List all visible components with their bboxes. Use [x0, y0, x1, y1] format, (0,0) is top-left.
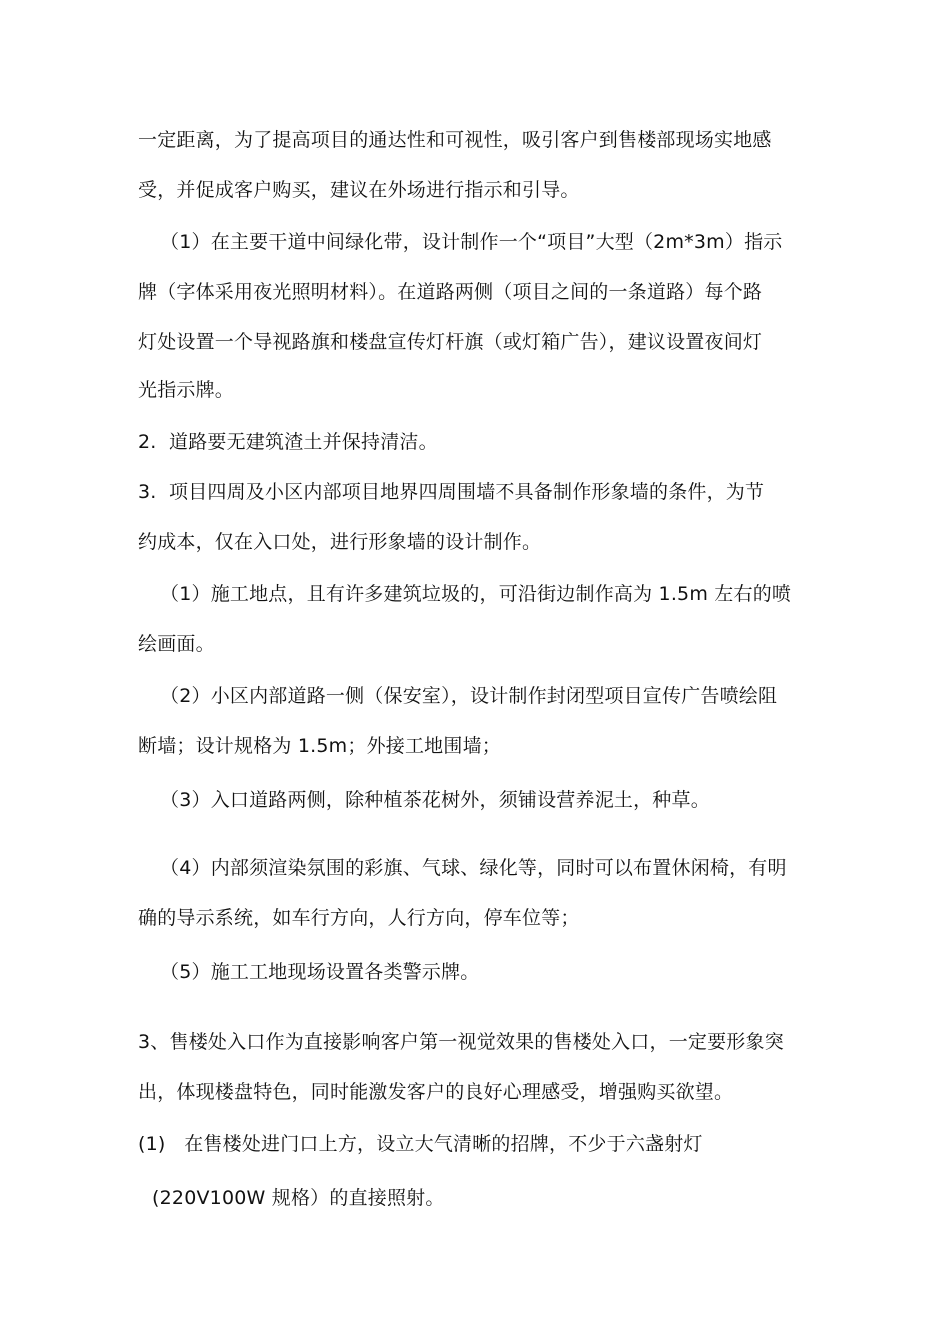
text-line: 确的导示系统，如车行方向，人行方向，停车位等；: [138, 907, 580, 929]
text-line: 绘画面。: [138, 633, 215, 655]
text-line: 牌（字体采用夜光照明材料）。在道路两侧（项目之间的一条道路）每个路: [138, 281, 763, 303]
text-line: (220V100W 规格）的直接照射。: [152, 1187, 445, 1209]
text-line: （4）内部须渲染氛围的彩旗、气球、绿化等，同时可以布置休闲椅，有明: [160, 857, 787, 879]
text-line: （5）施工工地现场设置各类警示牌。: [160, 961, 480, 983]
text-line: 出，体现楼盘特色，同时能激发客户的良好心理感受，增强购买欲望。: [138, 1081, 734, 1103]
text-line: （2）小区内部道路一侧（保安室），设计制作封闭型项目宣传广告喷绘阻: [160, 685, 778, 707]
text-line: （1）施工地点，且有许多建筑垃圾的，可沿街边制作高为 1.5m 左右的喷: [160, 583, 792, 605]
text-line: 3. 项目四周及小区内部项目地界四周围墙不具备制作形象墙的条件，为节: [138, 481, 765, 503]
text-line: 光指示牌。: [138, 379, 235, 401]
text-line: (1) 在售楼处进门口上方，设立大气清晰的招牌，不少于六盏射灯: [138, 1133, 703, 1155]
text-line: （1）在主要干道中间绿化带，设计制作一个“项目”大型（2m*3m）指示: [160, 231, 783, 253]
text-line: 约成本，仅在入口处，进行形象墙的设计制作。: [138, 531, 542, 553]
text-line: 3、售楼处入口作为直接影响客户第一视觉效果的售楼处入口，一定要形象突: [138, 1031, 784, 1053]
text-line: 受，并促成客户购买，建议在外场进行指示和引导。: [138, 179, 580, 201]
text-line: 一定距离，为了提高项目的通达性和可视性，吸引客户到售楼部现场实地感: [138, 129, 772, 151]
text-line: （3）入口道路两侧，除种植茶花树外，须铺设营养泥土，种草。: [160, 789, 710, 811]
text-line: 灯处设置一个导视路旗和楼盘宣传灯杆旗（或灯箱广告），建议设置夜间灯: [138, 331, 763, 353]
text-line: 2. 道路要无建筑渣土并保持清洁。: [138, 431, 438, 453]
text-line: 断墙；设计规格为 1.5m；外接工地围墙；: [138, 735, 501, 757]
